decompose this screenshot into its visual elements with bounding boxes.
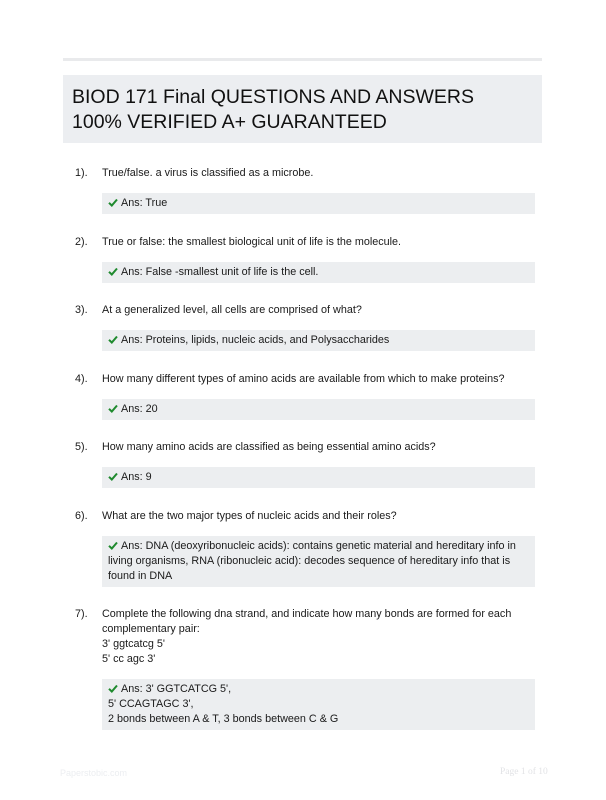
document-title [63, 75, 542, 143]
title-line-2: 100% VERIFIED A+ GUARANTEED [72, 111, 387, 133]
answer-text: Ans: 20 [121, 403, 158, 415]
question-number: 1). [75, 167, 88, 179]
question-item [75, 235, 535, 283]
question-number: 3). [75, 304, 88, 316]
question-text: How many amino acids are classified as being essential amino acids? [102, 441, 436, 453]
question-item [75, 372, 535, 420]
check-icon [108, 335, 118, 344]
question-item [75, 509, 535, 587]
question-number: 5). [75, 441, 88, 453]
check-icon [108, 684, 118, 693]
answer-text: Ans: False -smallest unit of life is the cell. [121, 266, 319, 278]
title-line-1: BIOD 171 Final QUESTIONS AND ANSWERS [72, 86, 475, 108]
question-item [75, 607, 535, 730]
answer-text: Ans: Proteins, lipids, nucleic acids, and Polysaccharides [121, 334, 390, 346]
answer-box [102, 193, 535, 214]
question-text: True or false: the smallest biological unit of life is the molecule. [102, 236, 402, 248]
answer-text: Ans: DNA (deoxyribonucleic acids): contains genetic material and hereditary info in living organisms, RNA (ribonucleic acid): decodes sequence of hereditary info that is found in DNA [108, 540, 516, 582]
question-number: 2). [75, 236, 88, 248]
answer-box [102, 536, 535, 587]
answer-box [102, 330, 535, 351]
footer-watermark: Paperstobic.com [60, 768, 128, 778]
check-icon [108, 198, 118, 207]
check-icon [108, 404, 118, 413]
question-number: 7). [75, 608, 88, 620]
check-icon [108, 472, 118, 481]
check-icon [108, 267, 118, 276]
question-item [75, 440, 535, 488]
question-text: Complete the following dna strand, and indicate how many bonds are formed for each complementary pair: 3' ggtcatcg 5' 5' cc agc 3' [102, 608, 512, 665]
question-item [75, 303, 535, 351]
question-number: 4). [75, 373, 88, 385]
question-number: 6). [75, 510, 88, 522]
answer-box [102, 467, 535, 488]
answer-text: Ans: True [121, 197, 168, 209]
answer-text: Ans: 9 [121, 471, 152, 483]
question-text: What are the two major types of nucleic acids and their roles? [102, 510, 397, 522]
question-item [75, 166, 535, 214]
page-number: Page 1 of 10 [500, 767, 548, 777]
answer-text: Ans: 3' GGTCATCG 5', 5' CCAGTAGC 3', 2 bonds between A & T, 3 bonds between C & G [108, 683, 339, 725]
question-text: True/false. a virus is classified as a microbe. [102, 167, 314, 179]
check-icon [108, 541, 118, 550]
answer-box [102, 679, 535, 730]
question-text: At a generalized level, all cells are comprised of what? [102, 304, 362, 316]
top-divider [63, 58, 542, 61]
question-text: How many different types of amino acids are available from which to make proteins? [102, 373, 505, 385]
answer-box [102, 262, 535, 283]
answer-box [102, 399, 535, 420]
